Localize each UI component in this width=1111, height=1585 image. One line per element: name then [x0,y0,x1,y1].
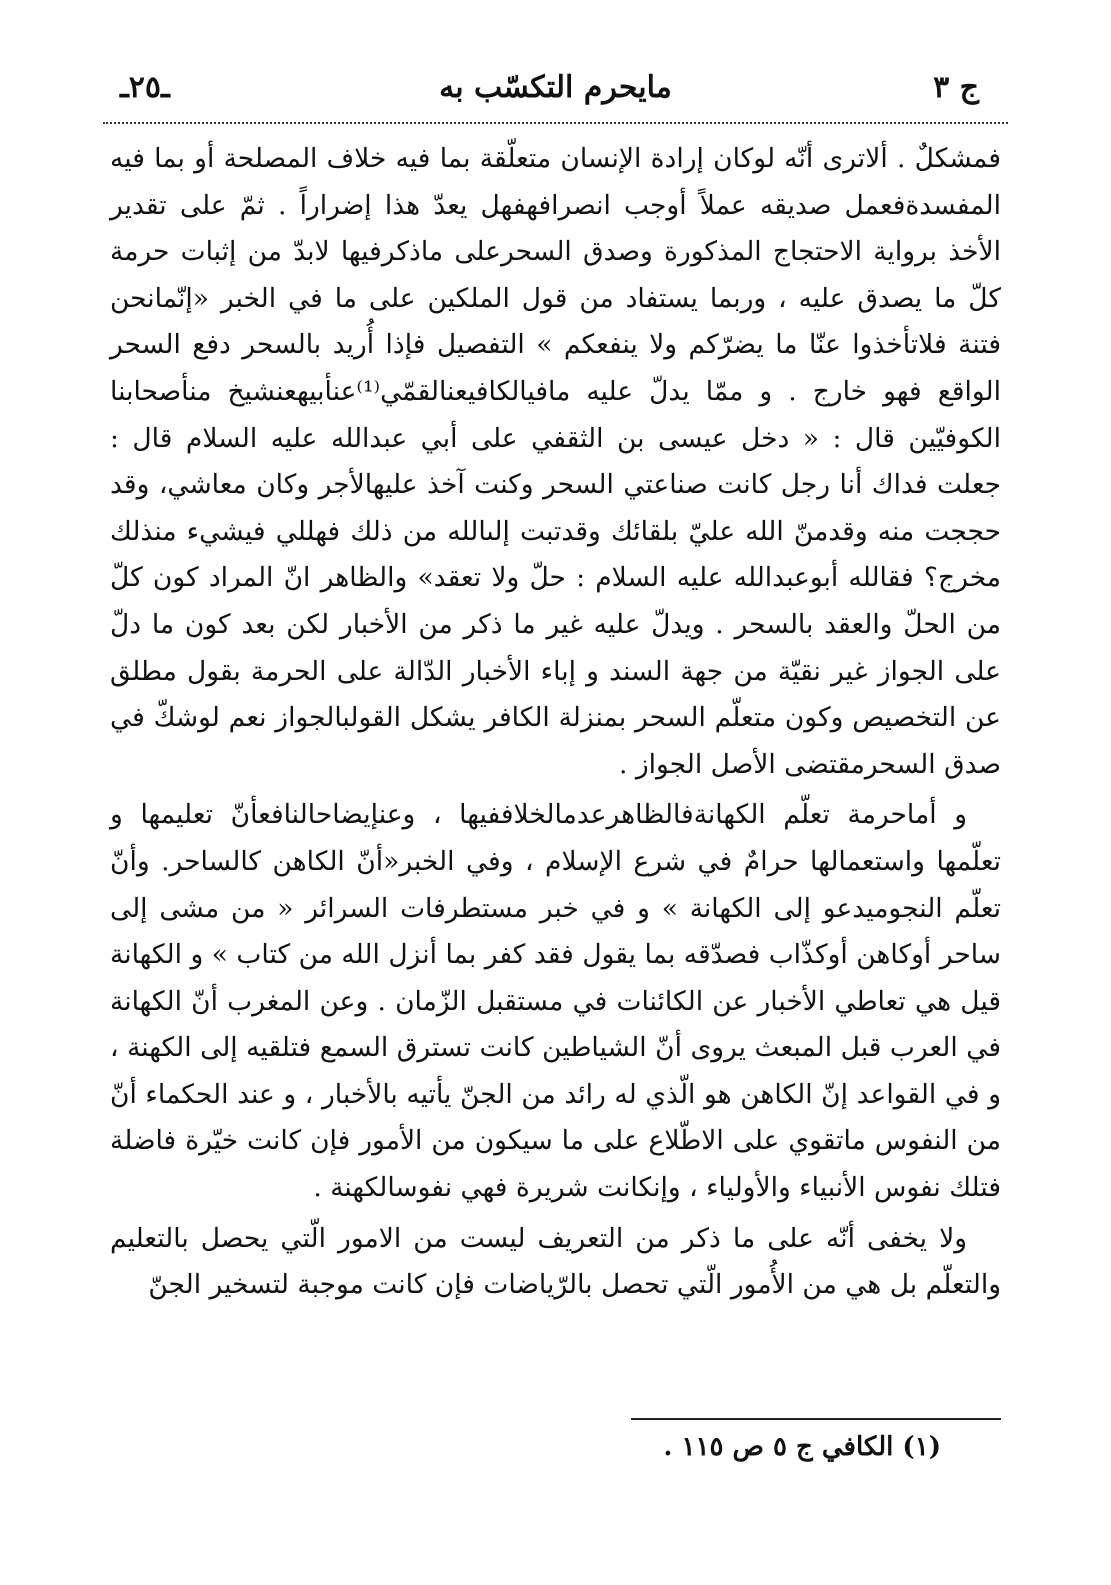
running-header [100,62,1011,122]
paragraph-1: فمشكلٌ . ألاترى أنّه لوكان إرادة الإنسان متعلّقة بما فيه خلاف المصلحة أو بما فيه المفسدةفعمل صديقه عملاً أوجب انصرافهفهل يعدّ هذا إضراراً . ثمّ على تقدير الأخذ برواية الاحتجاج المذكورة وصدق السحرعلى ماذكرفيها لابدّ من إثبات حرمة كلّ ما يصدق عليه ، وربما يستفاد من قول الملكين على ما في الخبر «إنّمانحن فتنة فلاتأخذوا عنّا ما يضرّكم ولا ينفعكم » التفصيل فإذا أُريد بالسحر دفع السحر الواقع فهو خارج . و ممّا يدلّ عليه مافيالكافيعنالقمّي⁽¹⁾عنأبيهعنشيخ منأصحابنا الكوفيّين قال : « دخل عيسى بن الثقفي على أبي عبدالله عليه السلام قال : جعلت فداك أنا رجل كانت صناعتي السحر وكنت آخذ عليهالأجر وكان معاشي، وقد حججت منه وقدمنّ الله عليّ بلقائك وقدتبت إلىالله من ذلك فهللي فيشيء منذلك مخرج؟ فقالله أبوعبدالله عليه السلام : حلّ ولا تعقد» والظاهر انّ المراد كون كلّ من الحلّ والعقد بالسحر . ويدلّ عليه غير ما ذكر من الأخبار لكن بعد كون ما دلّ على الجواز غير نقيّة من جهة السند و إباء الأخبار الدّالة على الحرمة بقول مطلق عن التخصيص وكون متعلّم السحر بمنزلة الكافر يشكل القولبالجواز نعم لوشكّ في صدق السحرمقتضى الأصل الجواز . [110,143,1001,780]
footnote: (١) الكافي ج ٥ ص ١١٥ . [663,1432,941,1462]
body-text [110,136,1001,1309]
paragraph-3: ولا يخفى أنّه على ما ذكر من التعريف ليست من الامور الّتي يحصل بالتعليم والتعلّم بل هي من الأُمور الّتي تحصل بالرّياضات فإن كانت موجبة لتسخير الجنّ [110,1222,1001,1301]
volume-label: ج ٣ [933,70,979,105]
header-divider [103,122,1008,124]
page-number: ـ٢٥ـ [120,70,170,105]
footnote-divider [631,1418,1001,1420]
paragraph-2: و أماحرمة تعلّم الكهانةفالظاهرعدمالخلاففيها ، وعنإيضاحالنافعأنّ تعليمها و تعلّمها واستعمالها حرامٌ في شرع الإسلام ، وفي الخبر«أنّ الكاهن كالساحر. وأنّ تعلّم النجوميدعو إلى الكهانة » و في خبر مستطرفات السرائر « من مشى إلى ساحر أوكاهن أوكذّاب فصدّقه بما يقول فقد كفر بما أنزل الله من كتاب » و الكهانة قيل هي تعاطي الأخبار عن الكائنات في مستقبل الزّمان . وعن المغرب أنّ الكهانة في العرب قبل المبعث يروى أنّ الشياطين كانت تسترق السمع فتلقيه إلى الكهنة ، و في القواعد إنّ الكاهن هو الّذي له رائد من الجنّ يأتيه بالأخبار ، و عند الحكماء أنّ من النفوس ماتقوي على الاطّلاع على ما سيكون من الأمور فإن كانت خيّرة فاضلة فتلك نفوس الأنبياء والأولياء ، وإنكانت شريرة فهي نفوسالكهنة . [110,799,1001,1204]
chapter-title: مايحرم التكسّب به [439,70,672,105]
